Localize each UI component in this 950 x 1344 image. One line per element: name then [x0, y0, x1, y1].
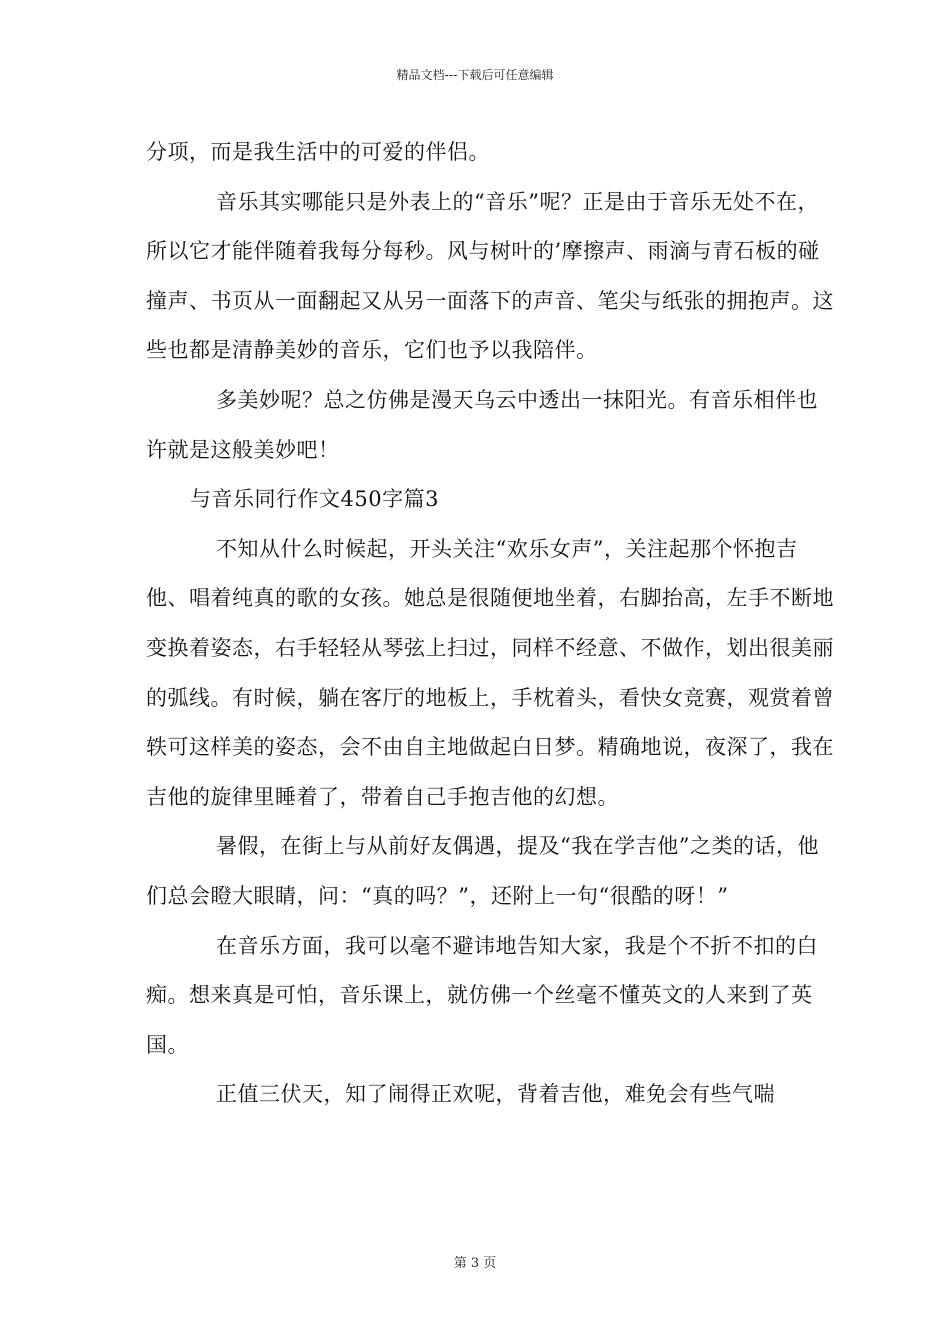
paragraph: 分项，而是我生活中的可爱的伴侣。: [146, 140, 490, 164]
paragraph: 正值三伏天，知了闹得正欢呢，背着吉他，难免会有些气喘: [216, 1082, 775, 1107]
paragraph: 暑假，在街上与从前好友偶遇，提及“我在学吉他”之类的话，他们总会瞪大眼睛，问：“真的吗？”，还附上一句“很酷的呀！”: [146, 834, 819, 908]
page-number: 第 3 页: [453, 1256, 497, 1271]
section-heading: 与音乐同行作文450字篇3: [190, 487, 439, 512]
page-header: 精品文档---下载后可任意编辑: [396, 68, 554, 82]
paragraph: 多美妙呢？总之仿佛是漫天乌云中透出一抹阳光。有音乐相伴也许就是这般美妙吧！: [146, 387, 818, 462]
document-body: [146, 128, 836, 1120]
paragraph: 在音乐方面，我可以毫不避讳地告知大家，我是个不折不扣的白痴。想来真是可怕，音乐课上，就仿佛一个丝毫不懂英文的人来到了英国。: [146, 933, 818, 1057]
paragraph: 音乐其实哪能只是外表上的“音乐”呢？正是由于音乐无处不在，所以它才能伴随着我每分每秒。风与树叶的’摩擦声、雨滴与青石板的碰撞声、书页从一面翻起又从另一面落下的声音、笔尖与纸张的拥抱声。这些也都是清静美妙的音乐，它们也予以我陪伴。: [146, 189, 834, 363]
paragraph: 不知从什么时候起，开头关注“欢乐女声”，关注起那个怀抱吉他、唱着纯真的歌的女孩。她总是很随便地坐着，右脚抬高，左手不断地变换着姿态，右手轻轻从琴弦上扫过，同样不经意、不做作，划出很美丽的弧线。有时候，躺在客厅的地板上，手枕着头，看快女竞赛，观赏着曾轶可这样美的姿态，会不由自主地做起白日梦。精确地说，夜深了，我在吉他的旋律里睡着了，带着自己手抱吉他的幻想。: [146, 536, 834, 809]
